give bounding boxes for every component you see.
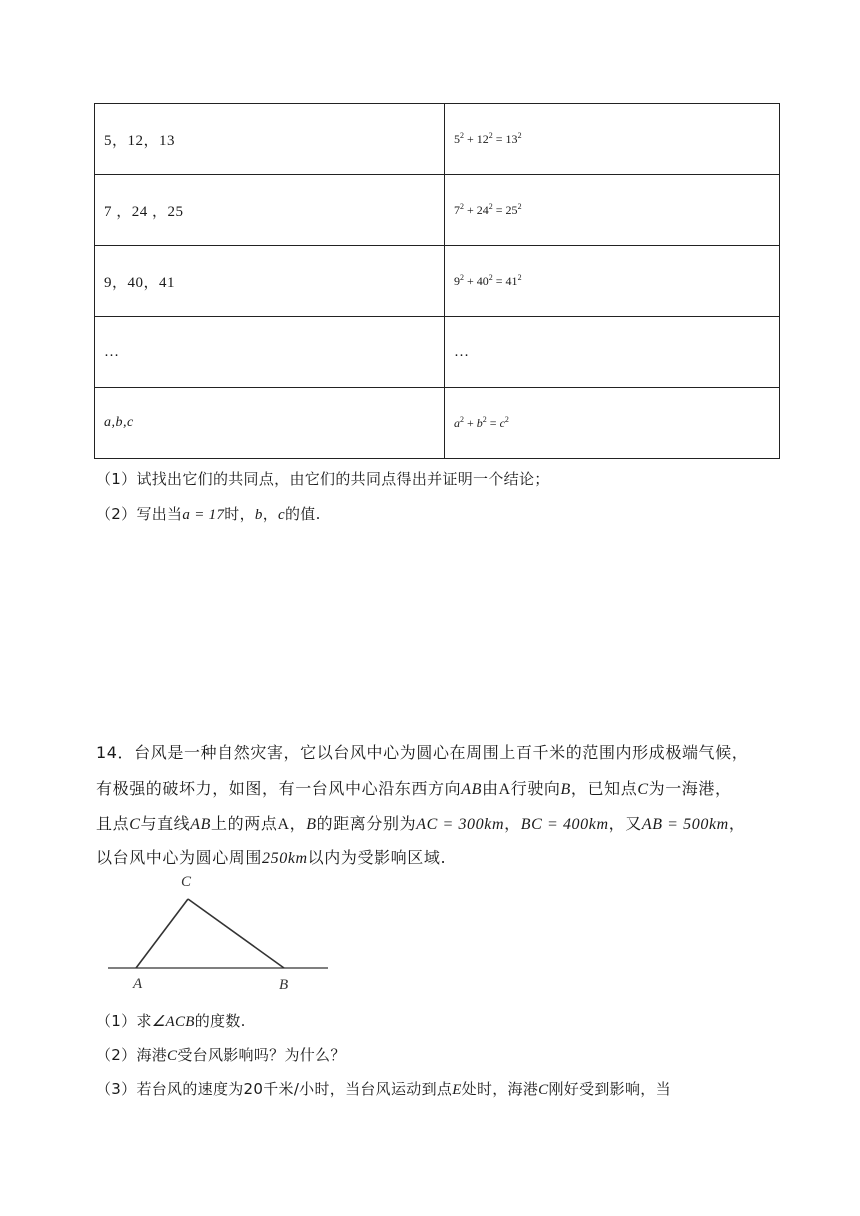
math-expression: ∠ACB	[151, 1014, 195, 1030]
math-variable: c	[278, 507, 285, 523]
triangle-figure	[100, 868, 340, 998]
text-span: 上的两点	[211, 814, 278, 833]
text-span: ，	[262, 505, 279, 523]
text-span: 处时，海港	[461, 1080, 539, 1098]
question-14-line-4	[96, 845, 446, 868]
text-span: 以内为受影响区域.	[307, 848, 447, 867]
text-span: 有极强的破坏力，如图，有一台风中心沿东西方向	[96, 779, 462, 798]
math-variable: C	[167, 1048, 178, 1064]
math-variable: C	[538, 1082, 549, 1098]
text-span: ，	[504, 814, 521, 833]
table-row	[95, 317, 780, 388]
math-variable: AB	[190, 816, 212, 833]
math-expression: a = 17	[182, 507, 225, 523]
math-variable: C	[129, 816, 141, 833]
point-b-label: B	[279, 977, 289, 993]
text-span: 为一海港，	[648, 779, 732, 798]
question-14-line-1: 14．台风是一种自然灾害，它以台风中心为圆心在周围上百千米的范围内形成极端气候，	[96, 743, 749, 762]
table-cell-ellipsis: …	[445, 317, 780, 388]
table-row	[95, 388, 780, 459]
question-14-sub-3	[96, 1078, 671, 1099]
text-span: 与直线	[140, 814, 191, 833]
pythagorean-triples-table	[94, 103, 780, 459]
point-c-label: C	[181, 874, 192, 890]
text-span: 的距离分别为	[316, 814, 417, 833]
math-variable: b	[254, 507, 263, 523]
text-span: 以台风中心为圆心周围	[96, 848, 263, 867]
math-expression: AB = 500km	[641, 816, 729, 833]
question-14-sub-2	[96, 1044, 346, 1065]
text-span: 由	[481, 779, 499, 798]
math-variable: A	[498, 781, 511, 798]
table-cell-equation: $9^2 + 40^2 = 41^2$	[445, 246, 780, 317]
text-span: ，	[289, 814, 307, 833]
text-span: ，又	[608, 814, 642, 833]
segment-ac	[136, 899, 188, 968]
math-expression: 250km	[262, 850, 308, 867]
question-14-sub-1	[96, 1010, 246, 1031]
question-14-line-2	[96, 776, 732, 799]
text-span: （3）若台风的速度为20千米/小时，当台风运动到点	[96, 1080, 453, 1098]
text-span: 刚好受到影响，当	[548, 1080, 671, 1098]
text-span: 受台风影响吗？为什么？	[177, 1046, 346, 1064]
text-span: 的度数.	[194, 1012, 246, 1030]
table-row	[95, 246, 780, 317]
table-row	[95, 104, 780, 175]
text-span: ，	[728, 814, 746, 833]
text-span: （2）写出当	[96, 505, 183, 523]
table-cell-equation: $5^2 + 12^2 = 13^2$	[445, 104, 780, 175]
text-span: 行驶向	[510, 779, 561, 798]
table-cell-triple: a,b,c	[95, 388, 445, 459]
table-cell-triple: 9，40，41	[95, 246, 445, 317]
question-13-part-1: （1）试找出它们的共同点，由它们的共同点得出并证明一个结论；	[96, 470, 550, 488]
math-variable: C	[637, 781, 649, 798]
math-expression: AC = 300km	[416, 816, 505, 833]
math-variable: A	[277, 816, 290, 833]
text-span: （1）求	[96, 1012, 152, 1030]
table-cell-equation: $a^2 + b^2 = c^2$	[445, 388, 780, 459]
table-cell-ellipsis: …	[95, 317, 445, 388]
point-a-label: A	[133, 976, 143, 992]
text-span: 时，	[224, 505, 255, 523]
math-variable: B	[560, 781, 571, 798]
math-expression: BC = 400km	[520, 816, 609, 833]
question-13-part-2	[96, 503, 321, 524]
text-span: ，已知点	[570, 779, 638, 798]
text-span: 且点	[96, 814, 130, 833]
segment-bc	[188, 899, 284, 968]
math-variable: E	[452, 1082, 462, 1098]
table-row	[95, 175, 780, 246]
math-variable: AB	[461, 781, 482, 798]
table-cell-triple: 5，12，13	[95, 104, 445, 175]
text-span: 的值.	[285, 505, 321, 523]
math-variable: B	[306, 816, 317, 833]
text-span: （2）海港	[96, 1046, 168, 1064]
table-cell-equation: $7^2 + 24^2 = 25^2$	[445, 175, 780, 246]
table-cell-triple: 7 ，24 ，25	[95, 175, 445, 246]
question-14-line-3	[96, 811, 745, 834]
